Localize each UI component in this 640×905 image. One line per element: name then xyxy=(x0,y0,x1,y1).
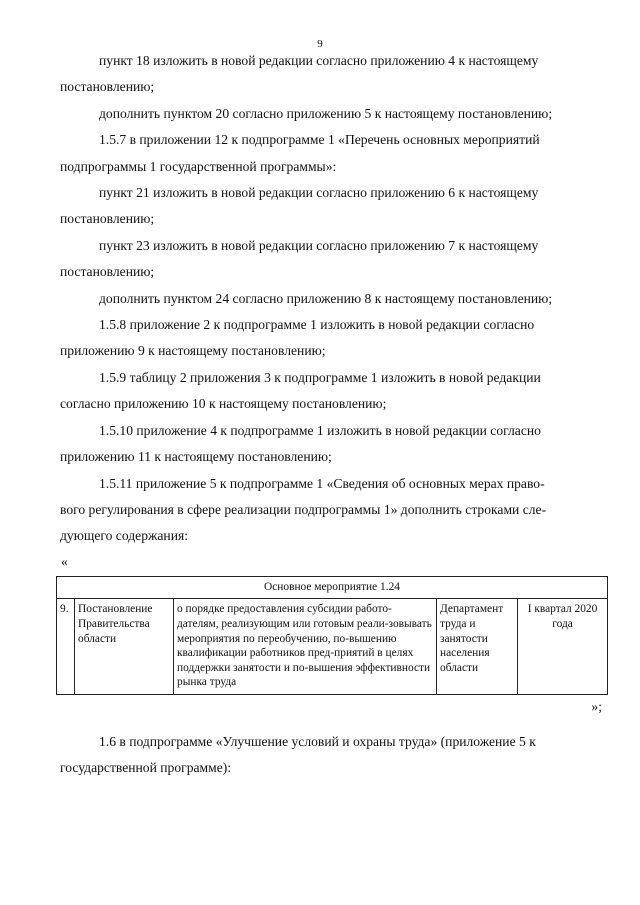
paragraph-line: постановлению; xyxy=(60,264,155,280)
paragraph-line: 1.5.7 в приложении 12 к подпрограмме 1 «Перечень основных мероприятий xyxy=(99,132,540,148)
paragraph-line: приложению 9 к настоящему постановлению; xyxy=(60,343,326,359)
paragraph-line: дующего содержания: xyxy=(60,528,188,544)
paragraph-line: постановлению; xyxy=(60,211,155,227)
paragraph-line: пункт 23 изложить в новой редакции согласно приложению 7 к настоящему xyxy=(99,237,539,253)
paragraph-line: приложению 11 к настоящему постановлению; xyxy=(60,449,332,465)
paragraph-line: государственной программе): xyxy=(60,760,232,776)
paragraph-line: 1.5.10 приложение 4 к подпрограмме 1 изложить в новой редакции согласно xyxy=(99,422,541,438)
paragraph-line: 1.6 в подпрограмме «Улучшение условий и охраны труда» (приложение 5 к xyxy=(99,733,536,749)
paragraph-line: дополнить пунктом 24 согласно приложению 8 к настоящему постановлению; xyxy=(99,290,553,306)
paragraph-line: дополнить пунктом 20 согласно приложению 5 к настоящему постановлению; xyxy=(99,105,553,121)
paragraph-line: согласно приложению 10 к настоящему постановлению; xyxy=(60,396,387,412)
paragraph-line: пункт 18 изложить в новой редакции согласно приложению 4 к настоящему xyxy=(99,53,539,68)
paragraph-line: 1.5.9 таблицу 2 приложения 3 к подпрограмме 1 изложить в новой редакции xyxy=(99,369,541,385)
department-cell: Департамент труда и занятости населения области xyxy=(437,599,518,695)
paragraph-line: постановлению; xyxy=(60,79,155,95)
measures-table xyxy=(56,576,608,695)
paragraphs-after xyxy=(60,729,602,782)
page-number: 9 xyxy=(317,38,323,50)
open-quote: « xyxy=(61,553,68,569)
term-cell: I квартал 2020 года xyxy=(518,599,608,695)
paragraph-line: пункт 21 изложить в новой редакции согласно приложению 6 к настоящему xyxy=(99,185,539,201)
paragraph-line: 1.5.8 приложение 2 к подпрограмме 1 изложить в новой редакции согласно xyxy=(99,317,535,333)
table-header-cell: Основное мероприятие 1.24 xyxy=(57,576,608,599)
document-body xyxy=(60,48,602,782)
row-number-cell: 9. xyxy=(57,599,75,695)
paragraph-line: подпрограммы 1 государственной программы»: xyxy=(60,158,337,174)
description-cell: о порядке предоставления субсидии работо-дателям, реализующим или готовым реали-зовывать мероприятия по переобучению, по-вышению квалификации работников пред-приятий в целях поддержки занятости и по-вышения эффективности рынка труда xyxy=(174,599,437,695)
paragraph-line: вого регулирования в сфере реализации подпрограммы 1» дополнить строками сле- xyxy=(60,501,547,517)
paragraphs-before xyxy=(60,48,602,550)
table-header-row xyxy=(57,576,608,599)
table-row xyxy=(57,599,608,695)
doc-type-cell: Постановление Правительства области xyxy=(75,599,174,695)
close-quote: »; xyxy=(591,698,602,714)
paragraph-line: 1.5.11 приложение 5 к подпрограмме 1 «Сведения об основных мерах право- xyxy=(99,475,545,491)
